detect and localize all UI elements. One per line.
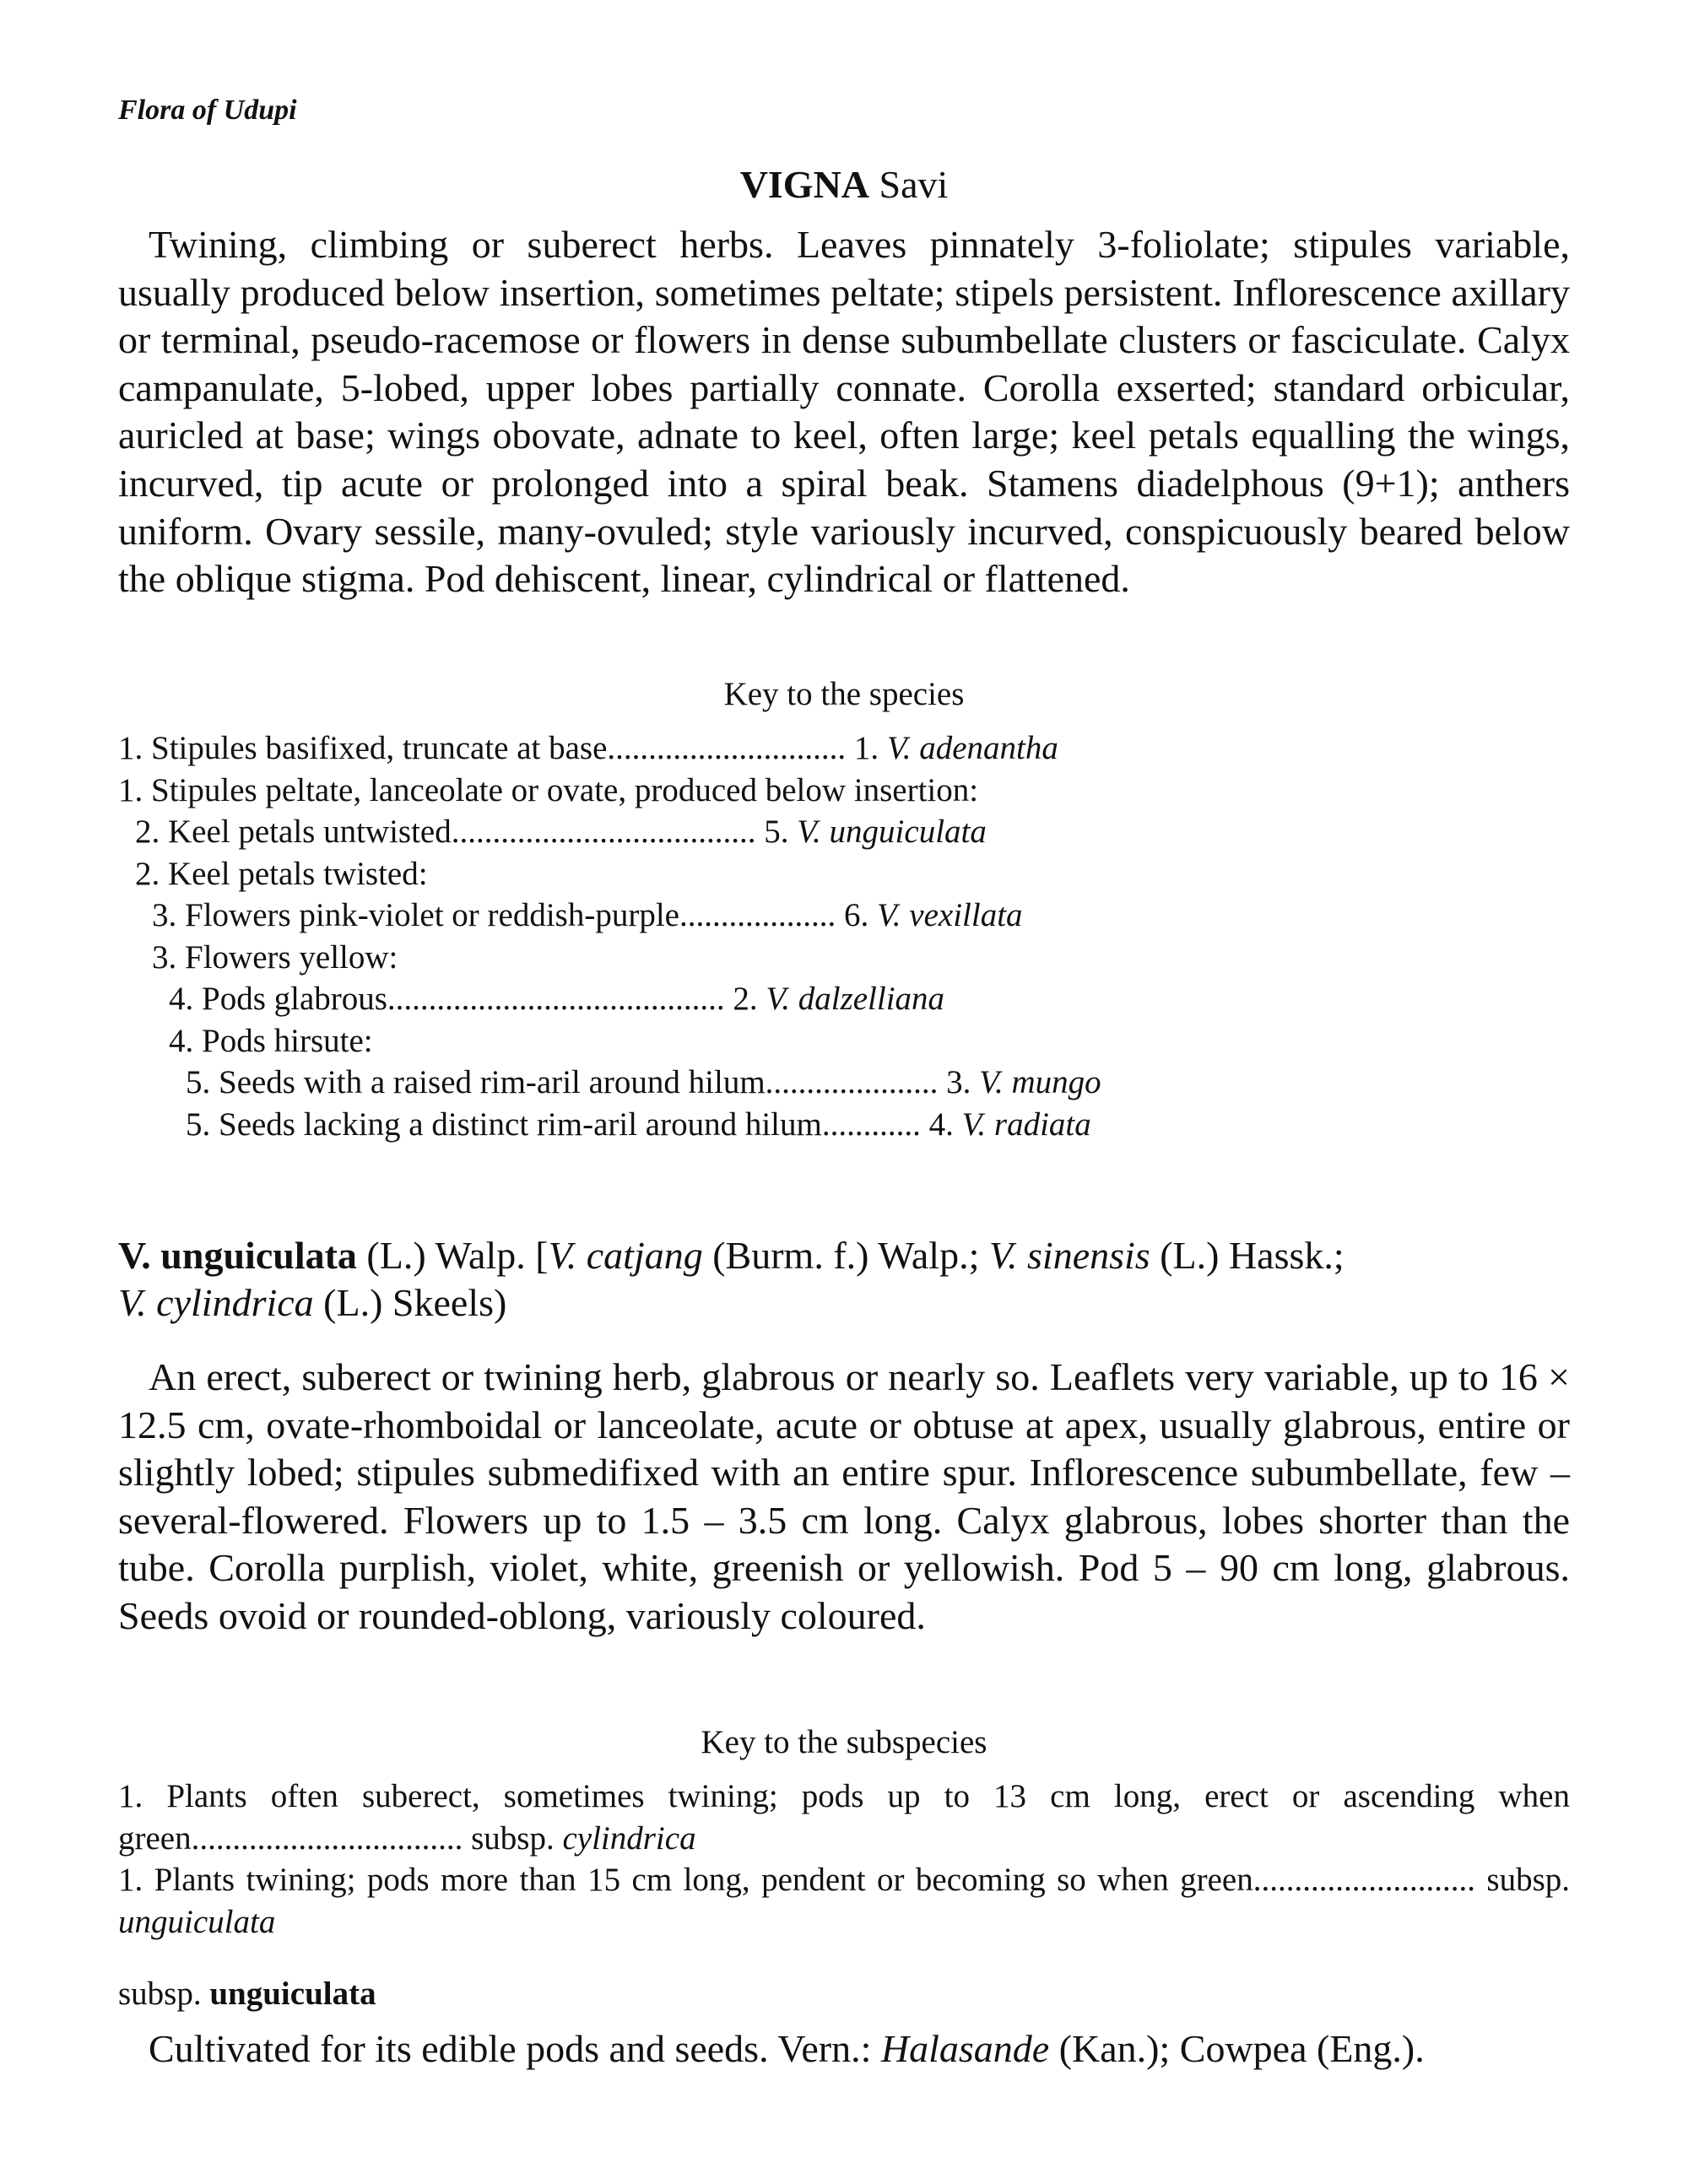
species-heading: V. unguiculata (L.) Walp. [V. catjang (Burm. f.) Walp.; V. sinensis (L.) Hassk.; V. cylindrica (L.) Skeels) bbox=[118, 1234, 1344, 1324]
key-line: 5. Seeds lacking a distinct rim-aril around hilum............ 4. V. radiata bbox=[186, 1106, 1091, 1143]
key-line: 5. Seeds with a raised rim-aril around hilum..................... 3. V. mungo bbox=[186, 1064, 1101, 1100]
key-line: 4. Pods glabrous......................................... 2. V. dalzelliana bbox=[169, 981, 945, 1017]
genus-name: VIGNA bbox=[739, 163, 870, 206]
key-line: 4. Pods hirsute: bbox=[169, 1022, 373, 1059]
subspecies-key-entry: 1. Plants twining; pods more than 15 cm long, pendent or becoming so when green........................... subsp. unguiculata bbox=[118, 1862, 1570, 1940]
genus-author: Savi bbox=[879, 163, 949, 206]
key-line: 1. Stipules peltate, lanceolate or ovate, produced below insertion: bbox=[118, 771, 979, 808]
subspecies-note: Cultivated for its edible pods and seeds. Vern.: Halasande (Kan.); Cowpea (Eng.). bbox=[149, 2027, 1425, 2070]
genus-title bbox=[0, 162, 1688, 207]
subspecies-key bbox=[118, 1776, 1570, 1943]
species-key bbox=[118, 727, 1570, 1145]
species-name: V. unguiculata bbox=[118, 1234, 357, 1277]
species-description: An erect, suberect or twining herb, glabrous or nearly so. Leaflets very variable, up to 16 × 12.5 cm, ovate-rhomboidal or lanceolate, acute or obtuse at apex, usually glabrous, entire or slightly lobed; stipules submedifixed with an entire spur. Inflorescence subumbellate, few – several-flowered. Flowers up to 1.5 – 3.5 cm long. Calyx glabrous, lobes shorter than the tube. Corolla purplish, violet, white, greenish or yellowish. Pod 5 – 90 cm long, glabrous. Seeds ovoid or rounded-oblong, variously coloured. bbox=[118, 1355, 1570, 1637]
key-line: 1. Stipules basifixed, truncate at base............................. 1. V. adenantha bbox=[118, 730, 1058, 766]
key-line: 3. Flowers pink-violet or reddish-purple................... 6. V. vexillata bbox=[152, 897, 1023, 933]
running-head: Flora of Udupi bbox=[118, 95, 297, 126]
key-line: 3. Flowers yellow: bbox=[152, 938, 398, 976]
species-key-title: Key to the species bbox=[723, 676, 965, 712]
subspecies-heading: subsp. unguiculata bbox=[118, 1976, 376, 2012]
genus-description: Twining, climbing or suberect herbs. Leaves pinnately 3-foliolate; stipules variable, usually produced below insertion, sometimes peltate; stipels persistent. Inflorescence axillary or terminal, pseudo-racemose or flowers in dense subumbellate clusters or fasciculate. Calyx campanulate, 5-lobed, upper lobes partially connate. Corolla exserted; standard orbicular, auricled at base; wings obovate, adnate to keel, often large; keel petals equalling the wings, incurved, tip acute or prolonged into a spiral beak. Stamens diadelphous (9+1); anthers uniform. Ovary sessile, many-ovuled; style variously incurved, conspicuously beared below the oblique stigma. Pod dehiscent, linear, cylindrical or flattened. bbox=[118, 223, 1570, 601]
subspecies-key-title: Key to the subspecies bbox=[701, 1724, 987, 1760]
key-line: 2. Keel petals untwisted..................................... 5. V. unguiculata bbox=[135, 814, 987, 850]
subspecies-key-entry: 1. Plants often suberect, sometimes twining; pods up to 13 cm long, erect or ascending when green................................. subsp. cylindrica bbox=[118, 1778, 1570, 1857]
key-line: 2. Keel petals twisted: bbox=[135, 855, 428, 892]
